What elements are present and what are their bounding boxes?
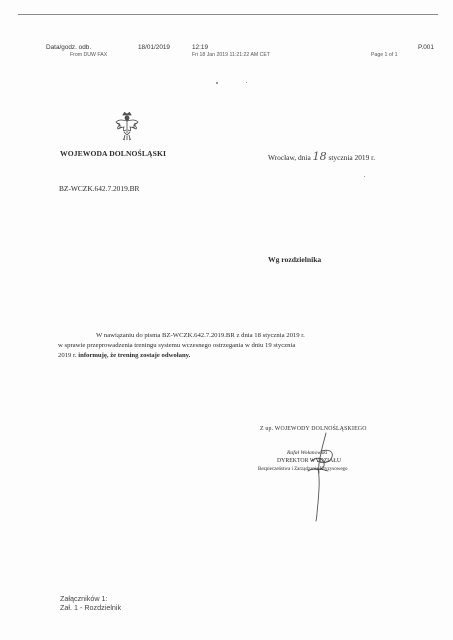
- fax-page-code: P.001: [418, 44, 434, 51]
- organization-name: WOJEWODA DOLNOŚLĄSKI: [60, 149, 167, 158]
- fax-top-divider: [18, 14, 438, 15]
- attachment-item: Zał. 1 - Rozdzielnik: [60, 603, 122, 612]
- handwritten-signature-icon: [288, 431, 358, 523]
- addressee: Wg rozdzielnika: [268, 255, 322, 264]
- fax-date-label: Data/godz. odb.: [46, 44, 92, 51]
- signatory-title: DYREKTOR WYDZIAŁU: [277, 458, 342, 464]
- attachments-heading: Załączników 1:: [60, 594, 108, 603]
- signature-on-behalf: Z up. WOJEWODY DOLNOŚLĄSKIEGO: [260, 426, 367, 432]
- date-day: 18: [312, 150, 327, 163]
- scan-speck: [246, 82, 247, 83]
- body-line-2: w sprawie przeprowadzenia treningu systemu wczesnego ostrzegania w dniu 19 stycznia: [58, 342, 296, 349]
- fax-page-info: Page 1 of 1: [371, 52, 398, 58]
- signatory-name: Rafał Wołanowski: [287, 450, 328, 456]
- fax-time: 12:19: [192, 44, 208, 51]
- body-line-1: W nawiązaniu do pisma BZ-WCZK.642.7.2019.BR z dnia 18 stycznia 2019 r.: [96, 332, 305, 339]
- body-line-3-start: 2019 r.: [58, 352, 77, 359]
- fax-from-label: From DUW FAX: [70, 52, 108, 58]
- scan-speck: [364, 176, 365, 177]
- signatory-department: Bezpieczeństwa i Zarządzania Kryzysowego: [258, 467, 348, 472]
- body-line-3: [58, 351, 190, 361]
- fax-timestamp: Fri 18 Jan 2019 11:21:22 AM CET: [192, 52, 271, 58]
- date-suffix: stycznia 2019 r.: [328, 153, 376, 162]
- polish-eagle-emblem-icon: [114, 111, 140, 143]
- reference-number: BZ-WCZK.642.7.2019.BR: [59, 184, 140, 193]
- date-prefix: Wrocław, dnia: [268, 153, 311, 162]
- body-decision: informuję, że trening zostaje odwołany.: [78, 352, 191, 359]
- scan-speck: [216, 82, 218, 84]
- date-line: [268, 150, 375, 163]
- fax-date: 18/01/2019: [138, 44, 170, 51]
